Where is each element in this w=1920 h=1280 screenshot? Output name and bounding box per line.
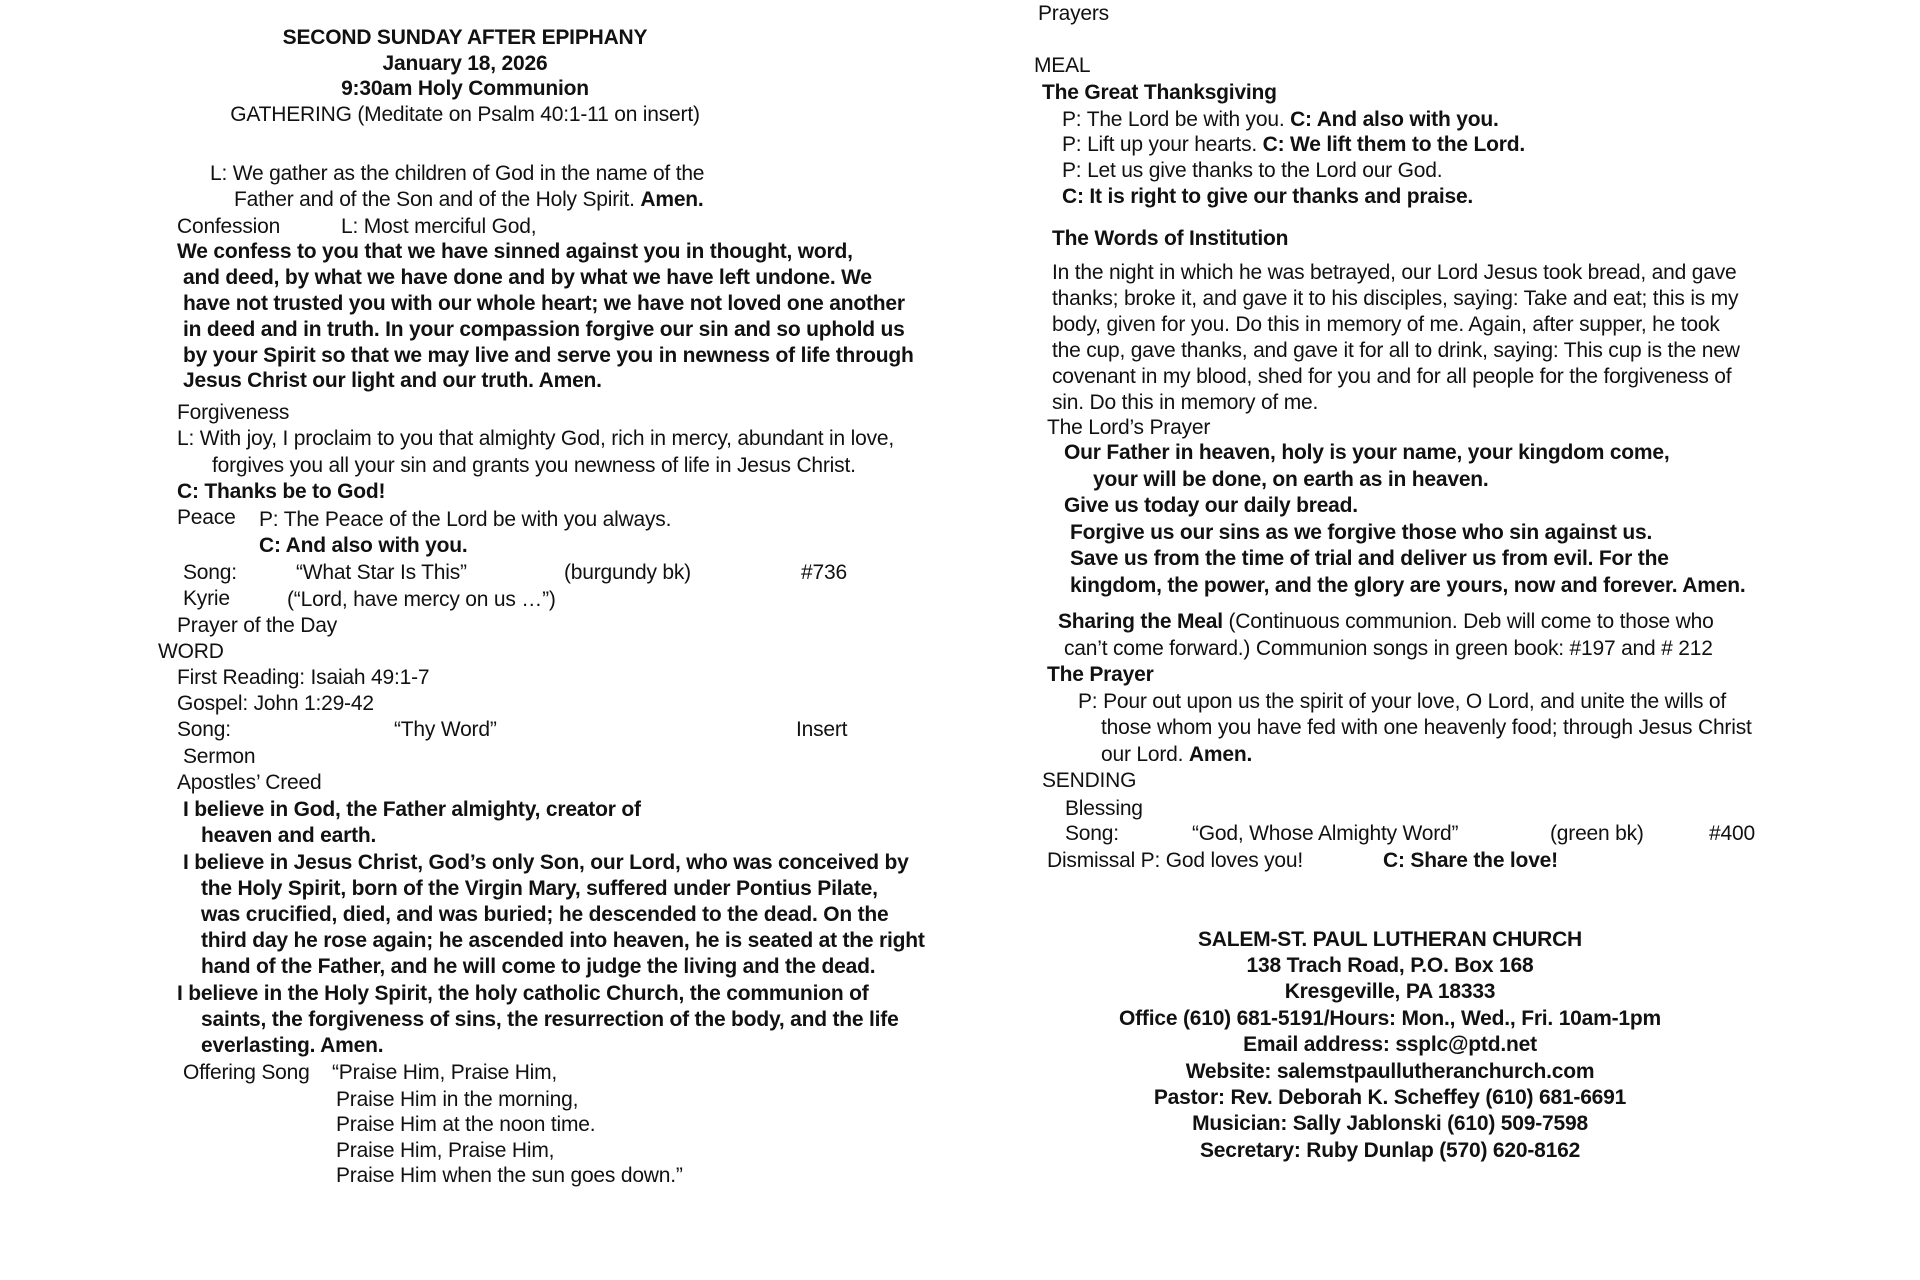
- creed-line: the Holy Spirit, born of the Virgin Mary, suffered under Pontius Pilate,: [201, 877, 878, 900]
- institution-line: the cup, gave thanks, and gave it for all to drink, saying: This cup is the new: [1052, 339, 1740, 362]
- song-label: Song:: [183, 561, 237, 584]
- service-title: SECOND SUNDAY AFTER EPIPHANY: [282, 26, 648, 49]
- sermon-label: Sermon: [183, 745, 256, 768]
- meal-heading: MEAL: [1034, 54, 1091, 77]
- institution-line: covenant in my blood, shed for you and for all people for the forgiveness of: [1052, 365, 1732, 388]
- song-label: Song:: [1065, 822, 1119, 845]
- song-source: Insert: [796, 718, 848, 741]
- creed-line: heaven and earth.: [201, 824, 377, 847]
- offering-line: Praise Him in the morning,: [336, 1088, 579, 1111]
- church-name: SALEM-ST. PAUL LUTHERAN CHURCH: [1197, 928, 1583, 951]
- lords-prayer-line: your will be done, on earth as in heaven.: [1093, 468, 1489, 491]
- lords-prayer-line: Save us from the time of trial and deliver us from evil. For the: [1070, 547, 1669, 570]
- offering-line: Praise Him when the sun goes down.”: [336, 1164, 683, 1187]
- peace-pastor: P: The Peace of the Lord be with you always.: [259, 508, 672, 531]
- prayer-line: P: Pour out upon us the spirit of your love, O Lord, and unite the wills of: [1078, 690, 1727, 713]
- song-title: “Thy Word”: [394, 718, 497, 741]
- confession-line: in deed and in truth. In your compassion forgive our sin and so uphold us: [183, 318, 905, 341]
- creed-line: saints, the forgiveness of sins, the resurrection of the body, and the life: [201, 1008, 899, 1031]
- confession-line: and deed, by what we have done and by what we have left undone. We: [183, 266, 872, 289]
- offering-line: Praise Him at the noon time.: [336, 1113, 596, 1136]
- church-address: 138 Trach Road, P.O. Box 168: [1246, 954, 1534, 977]
- confession-line: We confess to you that we have sinned against you in thought, word,: [177, 240, 853, 263]
- first-reading: First Reading: Isaiah 49:1-7: [177, 666, 430, 689]
- secretary-contact: Secretary: Ruby Dunlap (570) 620-8162: [1199, 1139, 1581, 1162]
- sharing-line-2: can’t come forward.) Communion songs in green book: #197 and # 212: [1064, 637, 1713, 660]
- confession-label: Confession: [177, 215, 281, 238]
- prayer-line: our Lord. Amen.: [1101, 743, 1253, 766]
- forgiveness-label: Forgiveness: [177, 401, 290, 424]
- institution-line: body, given for you. Do this in memory of me. Again, after supper, he took: [1052, 313, 1720, 336]
- peace-label: Peace: [177, 506, 236, 529]
- offering-line: Praise Him, Praise Him,: [336, 1139, 555, 1162]
- lords-prayer-line: kingdom, the power, and the glory are yours, now and forever. Amen.: [1070, 574, 1746, 597]
- the-prayer-title: The Prayer: [1047, 663, 1154, 686]
- creed-line: I believe in Jesus Christ, God’s only Son, our Lord, who was conceived by: [183, 851, 909, 874]
- blessing-label: Blessing: [1065, 797, 1143, 820]
- email-address: Email address: ssplc@ptd.net: [1243, 1033, 1537, 1056]
- confession-leader: L: Most merciful God,: [341, 215, 537, 238]
- forgiveness-line-1: L: With joy, I proclaim to you that almighty God, rich in mercy, abundant in love,: [177, 427, 894, 450]
- gathering-heading: GATHERING (Meditate on Psalm 40:1-11 on insert): [230, 103, 700, 126]
- song-book: (green bk): [1550, 822, 1644, 845]
- song-number: #400: [1709, 822, 1755, 845]
- creed-line: hand of the Father, and he will come to judge the living and the dead.: [201, 955, 876, 978]
- creed-line: everlasting. Amen.: [201, 1034, 384, 1057]
- song-number: #736: [801, 561, 847, 584]
- confession-line: have not trusted you with our whole heart; we have not loved one another: [183, 292, 905, 315]
- sharing-the-meal: Sharing the Meal (Continuous communion. Deb will come to those who: [1058, 610, 1714, 633]
- church-city: Kresgeville, PA 18333: [1284, 980, 1496, 1003]
- office-hours: Office (610) 681-5191/Hours: Mon., Wed., Fri. 10am-1pm: [1119, 1007, 1661, 1030]
- creed-line: third day he rose again; he ascended into heaven, he is seated at the right: [201, 929, 925, 952]
- dismissal-response: C: Share the love!: [1383, 849, 1558, 872]
- institution-line: sin. Do this in memory of me.: [1052, 391, 1319, 414]
- website: Website: salemstpaullutheranchurch.com: [1185, 1060, 1595, 1083]
- prayer-of-the-day: Prayer of the Day: [177, 614, 338, 637]
- prayers-label: Prayers: [1038, 2, 1109, 25]
- gathering-line-2: Father and of the Son and of the Holy Spirit. Amen.: [234, 188, 704, 211]
- creed-line: I believe in the Holy Spirit, the holy catholic Church, the communion of: [177, 982, 869, 1005]
- lords-prayer-line: Our Father in heaven, holy is your name, your kingdom come,: [1064, 441, 1670, 464]
- peace-response: C: And also with you.: [259, 534, 468, 557]
- pastor-contact: Pastor: Rev. Deborah K. Scheffey (610) 681-6691: [1153, 1086, 1627, 1109]
- lords-prayer-title: The Lord’s Prayer: [1047, 416, 1211, 439]
- institution-line: thanks; broke it, and gave it to his disciples, saying: Take and eat; this is my: [1052, 287, 1739, 310]
- confession-line: Jesus Christ our light and our truth. Amen.: [183, 369, 602, 392]
- kyrie-text: (“Lord, have mercy on us …”): [287, 588, 556, 611]
- thanksgiving-line: P: Let us give thanks to the Lord our God.: [1062, 159, 1443, 182]
- gathering-line-1: L: We gather as the children of God in the name of the: [210, 162, 705, 185]
- offering-song-label: Offering Song: [183, 1061, 310, 1084]
- offering-line: “Praise Him, Praise Him,: [332, 1061, 558, 1084]
- creed-line: I believe in God, the Father almighty, creator of: [183, 798, 641, 821]
- song-title: “What Star Is This”: [296, 561, 467, 584]
- forgiveness-response: C: Thanks be to God!: [177, 480, 386, 503]
- thanksgiving-line: P: The Lord be with you. C: And also with you.: [1062, 108, 1499, 131]
- words-of-institution-title: The Words of Institution: [1052, 227, 1289, 250]
- musician-contact: Musician: Sally Jablonski (610) 509-7598: [1192, 1112, 1588, 1135]
- dismissal: Dismissal P: God loves you!: [1047, 849, 1304, 872]
- confession-line: by your Spirit so that we may live and serve you in newness of life through: [183, 344, 914, 367]
- lords-prayer-line: Give us today our daily bread.: [1064, 494, 1358, 517]
- song-title: “God, Whose Almighty Word”: [1192, 822, 1459, 845]
- institution-line: In the night in which he was betrayed, our Lord Jesus took bread, and gave: [1052, 261, 1737, 284]
- service-time: 9:30am Holy Communion: [341, 77, 589, 100]
- word-heading: WORD: [158, 640, 224, 663]
- apostles-creed-label: Apostles’ Creed: [177, 771, 322, 794]
- thanksgiving-line: P: Lift up your hearts. C: We lift them to the Lord.: [1062, 133, 1525, 156]
- thanksgiving-line: C: It is right to give our thanks and praise.: [1062, 185, 1474, 208]
- kyrie-label: Kyrie: [183, 587, 230, 610]
- creed-line: was crucified, died, and was buried; he descended to the dead. On the: [201, 903, 889, 926]
- service-date: January 18, 2026: [382, 52, 548, 75]
- great-thanksgiving-title: The Great Thanksgiving: [1042, 81, 1277, 104]
- song-label: Song:: [177, 718, 231, 741]
- gospel-reading: Gospel: John 1:29-42: [177, 692, 374, 715]
- prayer-line: those whom you have fed with one heavenly food; through Jesus Christ: [1101, 716, 1752, 739]
- sending-heading: SENDING: [1042, 769, 1137, 792]
- song-book: (burgundy bk): [564, 561, 691, 584]
- lords-prayer-line: Forgive us our sins as we forgive those who sin against us.: [1070, 521, 1653, 544]
- forgiveness-line-2: forgives you all your sin and grants you newness of life in Jesus Christ.: [212, 454, 856, 477]
